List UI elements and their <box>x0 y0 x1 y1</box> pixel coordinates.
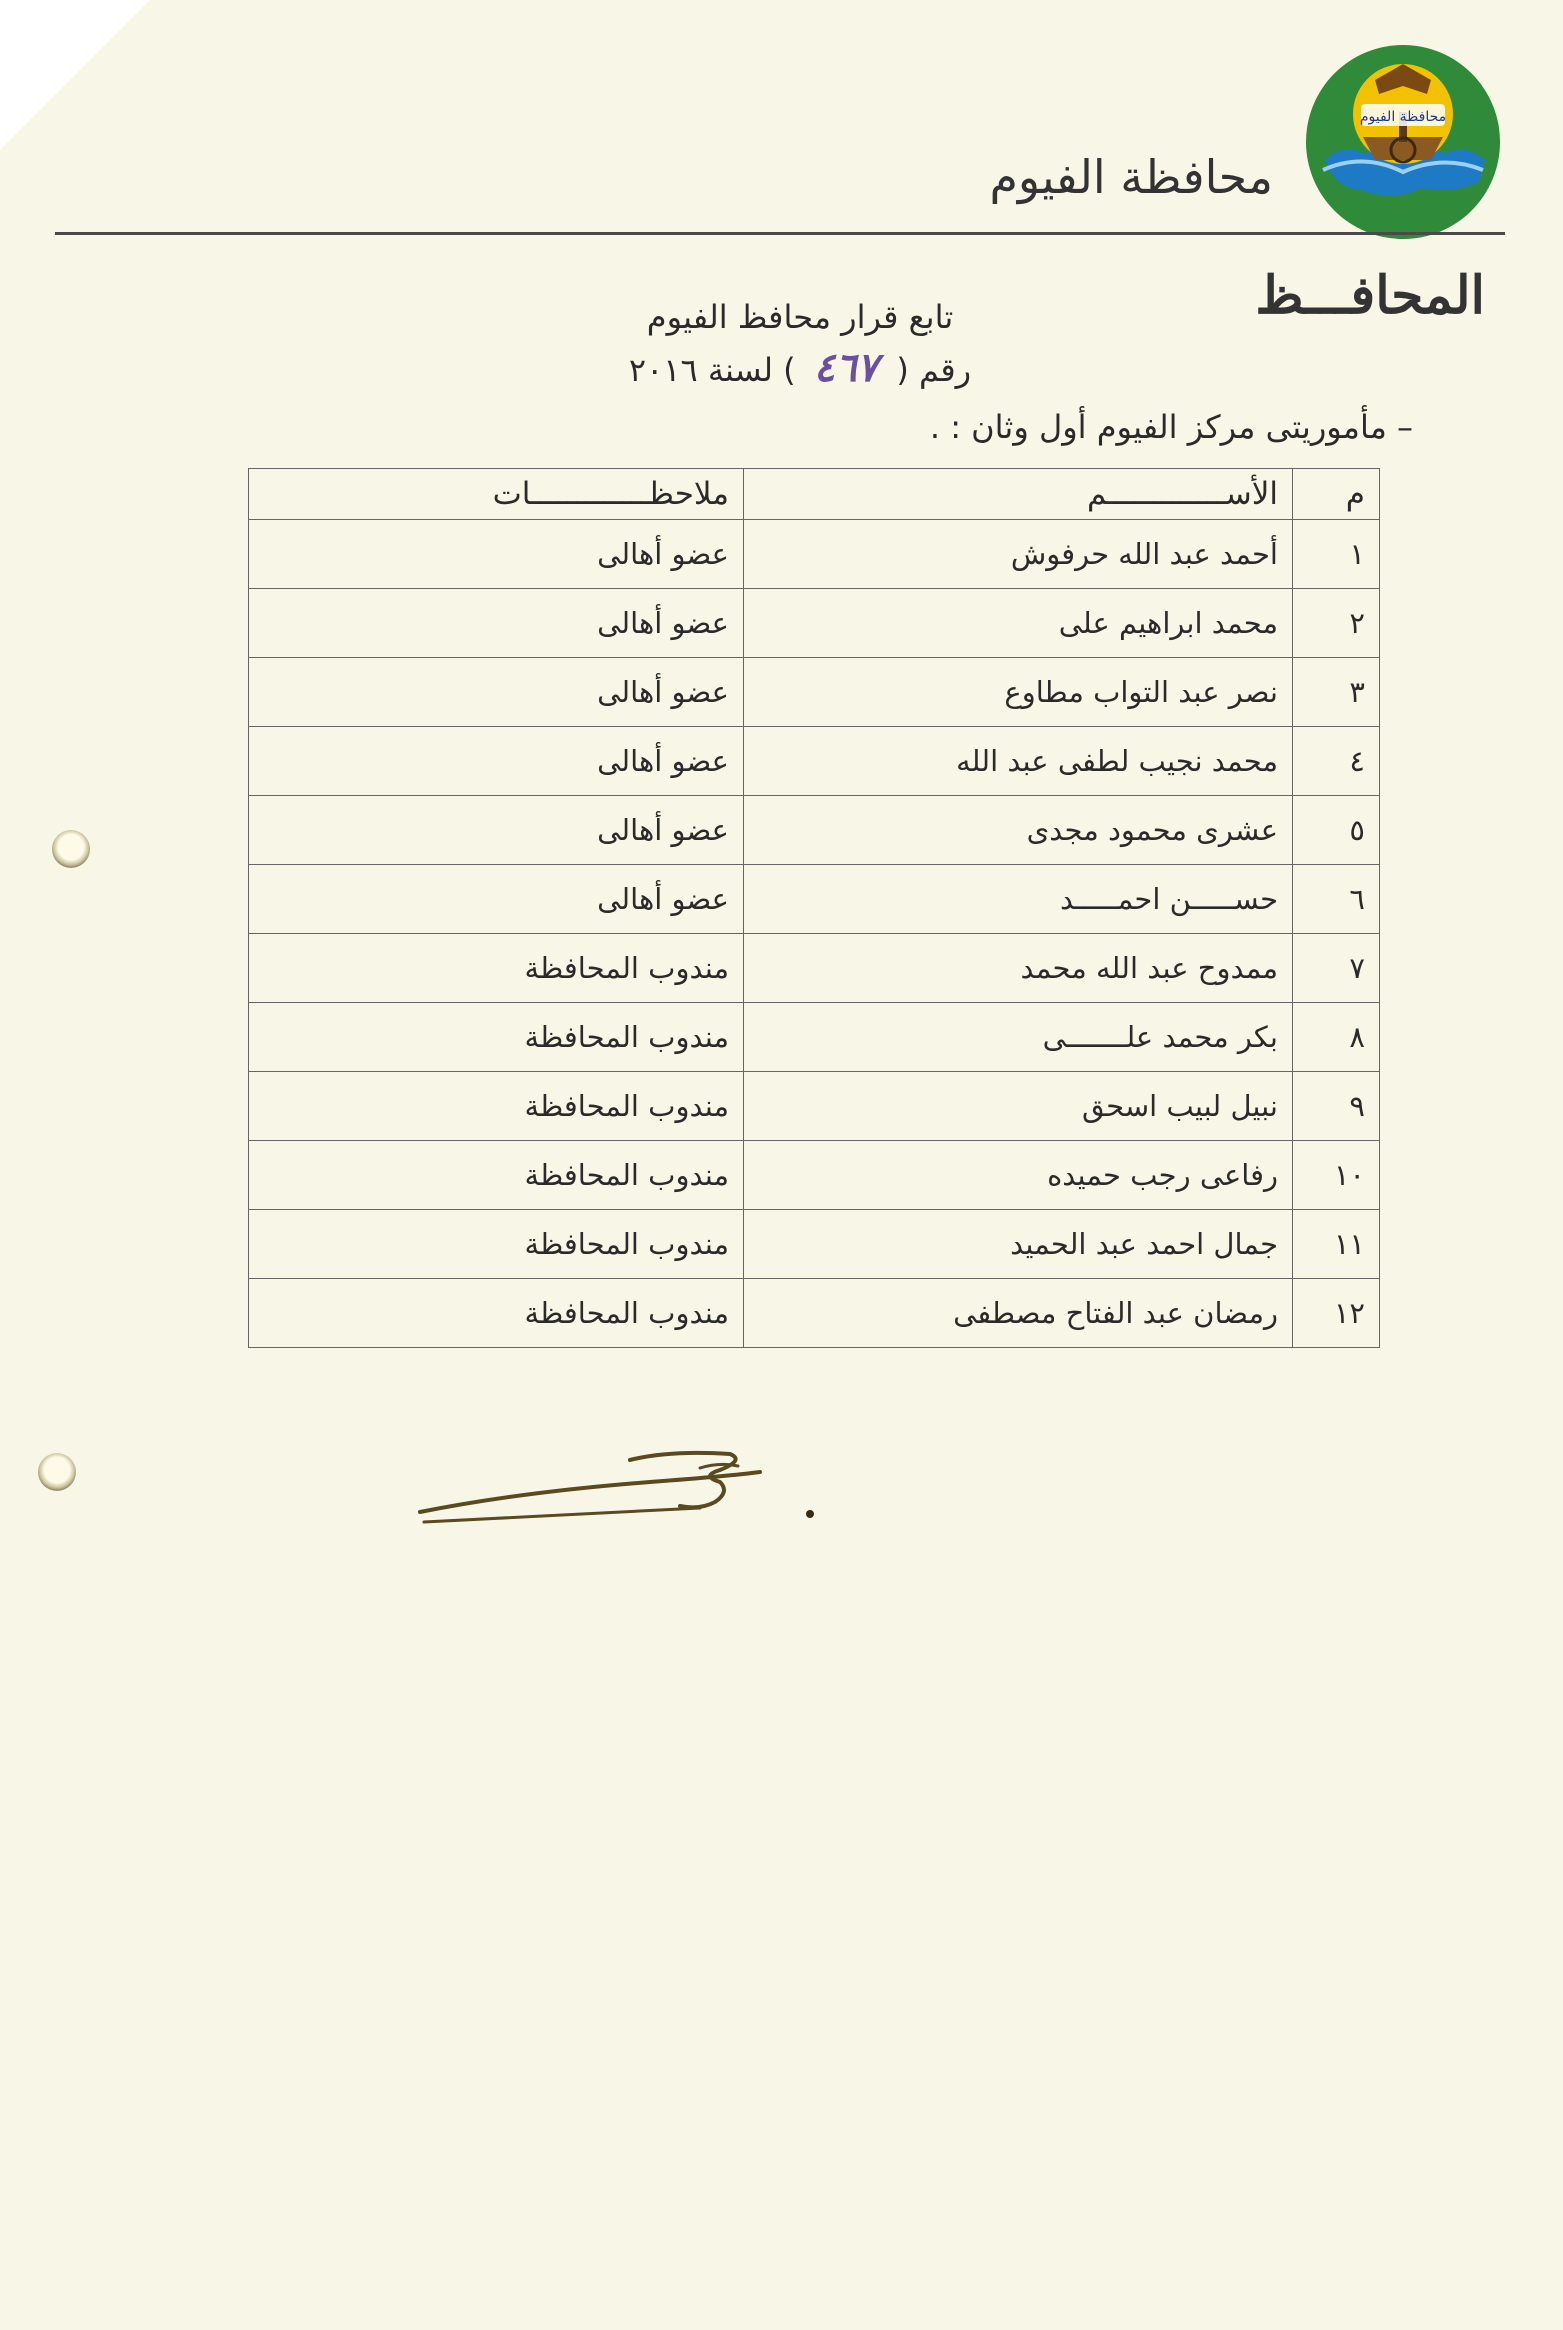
header-divider <box>55 232 1505 235</box>
table-row <box>249 1141 1380 1210</box>
row-num: ٧ <box>1293 934 1380 1003</box>
table-row <box>249 589 1380 658</box>
header-num: م <box>1293 469 1380 520</box>
row-name: نبيل لبيب اسحق <box>744 1072 1293 1141</box>
table-row <box>249 520 1380 589</box>
signature <box>400 1430 840 1550</box>
row-num: ٢ <box>1293 589 1380 658</box>
decision-number-prefix: رقم ( <box>896 351 972 389</box>
row-name: رمضان عبد الفتاح مصطفى <box>744 1279 1293 1348</box>
row-name: حســـــن احمـــــد <box>744 865 1293 934</box>
table-row <box>249 1003 1380 1072</box>
row-name: رفاعى رجب حميده <box>744 1141 1293 1210</box>
row-note: عضو أهالى <box>249 589 744 658</box>
table-row <box>249 1279 1380 1348</box>
row-note: عضو أهالى <box>249 658 744 727</box>
row-note: مندوب المحافظة <box>249 1210 744 1279</box>
row-note: عضو أهالى <box>249 796 744 865</box>
table-row <box>249 796 1380 865</box>
row-num: ٣ <box>1293 658 1380 727</box>
row-name: بكر محمد علـــــــى <box>744 1003 1293 1072</box>
row-name: ممدوح عبد الله محمد <box>744 934 1293 1003</box>
header-notes: ملاحظـــــــــــــات <box>249 469 744 520</box>
table-row <box>249 658 1380 727</box>
subtitle: – مأموريتى مركز الفيوم أول وثان : . <box>929 408 1413 446</box>
table-row <box>249 865 1380 934</box>
row-num: ٤ <box>1293 727 1380 796</box>
row-note: عضو أهالى <box>249 865 744 934</box>
row-note: مندوب المحافظة <box>249 1003 744 1072</box>
table-row <box>249 1072 1380 1141</box>
row-name: محمد ابراهيم على <box>744 589 1293 658</box>
row-num: ١٠ <box>1293 1141 1380 1210</box>
decision-number-line <box>560 344 1040 391</box>
row-name: نصر عبد التواب مطاوع <box>744 658 1293 727</box>
row-name: جمال احمد عبد الحميد <box>744 1210 1293 1279</box>
row-num: ٥ <box>1293 796 1380 865</box>
logo-text: محافظة الفيوم <box>1359 109 1447 125</box>
row-name: محمد نجيب لطفى عبد الله <box>744 727 1293 796</box>
row-num: ١١ <box>1293 1210 1380 1279</box>
governor-title: المحافـــظ <box>1255 265 1485 326</box>
table-header-row <box>249 469 1380 520</box>
row-note: عضو أهالى <box>249 520 744 589</box>
decision-title: تابع قرار محافظ الفيوم <box>646 298 954 336</box>
row-name: أحمد عبد الله حرفوش <box>744 520 1293 589</box>
row-note: مندوب المحافظة <box>249 934 744 1003</box>
row-num: ١ <box>1293 520 1380 589</box>
row-num: ١٢ <box>1293 1279 1380 1348</box>
row-note: مندوب المحافظة <box>249 1279 744 1348</box>
binder-hole <box>38 1453 76 1491</box>
decision-number: ٤٦٧ <box>813 344 879 391</box>
row-num: ٩ <box>1293 1072 1380 1141</box>
binder-hole <box>52 830 90 868</box>
governorate-logo <box>1303 42 1503 242</box>
table-row <box>249 934 1380 1003</box>
members-table <box>248 468 1380 1348</box>
table-row <box>249 1210 1380 1279</box>
decision-number-suffix: ) لسنة ٢٠١٦ <box>628 351 796 389</box>
governorate-name: محافظة الفيوم <box>989 150 1273 204</box>
row-note: عضو أهالى <box>249 727 744 796</box>
header-name: الأســـــــــــــم <box>744 469 1293 520</box>
row-note: مندوب المحافظة <box>249 1072 744 1141</box>
row-name: عشرى محمود مجدى <box>744 796 1293 865</box>
row-num: ٨ <box>1293 1003 1380 1072</box>
folded-corner <box>0 0 150 150</box>
row-num: ٦ <box>1293 865 1380 934</box>
row-note: مندوب المحافظة <box>249 1141 744 1210</box>
table-row <box>249 727 1380 796</box>
